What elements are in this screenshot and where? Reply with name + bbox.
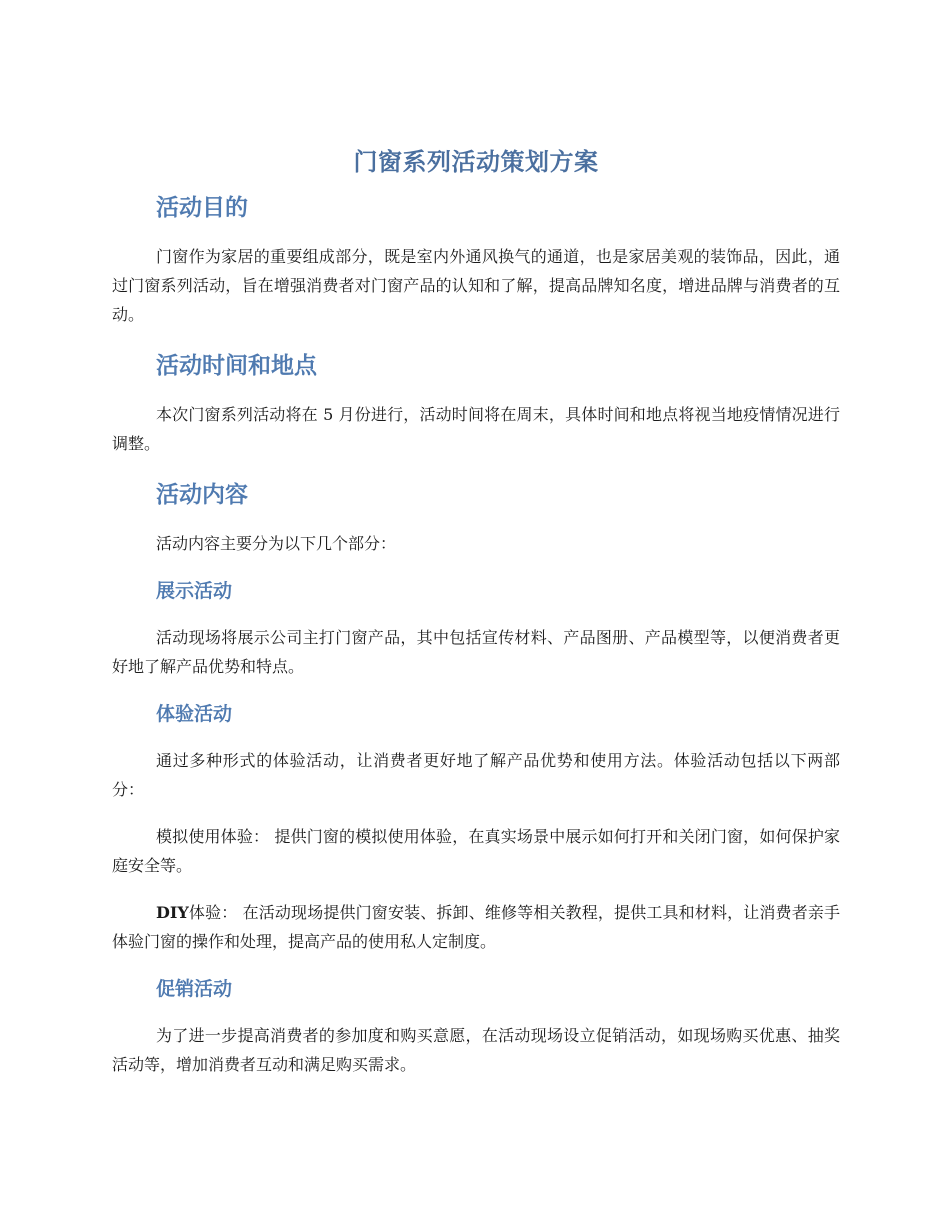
paragraph-content: 活动内容主要分为以下几个部分： <box>156 534 397 553</box>
paragraph-simulated-experience: 模拟使用体验： 提供门窗的模拟使用体验，在真实场景中展示如何打开和关闭门窗，如何保护家庭安全等。 <box>112 827 840 875</box>
diy-text: 体验： 在活动现场提供门窗安装、拆卸、维修等相关教程，提供工具和材料，让消费者亲手体验门窗的操作和处理，提高产品的使用私人定制度。 <box>112 903 840 951</box>
subsection-heading-promotion: 促销活动 <box>156 978 233 1000</box>
diy-label: DIY <box>156 903 189 922</box>
paragraph-diy-experience <box>112 898 840 956</box>
section-heading-time-place: 活动时间和地点 <box>156 353 317 379</box>
paragraph-time-place: 本次门窗系列活动将在 5 月份进行，活动时间将在周末，具体时间和地点将视当地疫情情况进行调整。 <box>112 405 840 453</box>
paragraph-display: 活动现场将展示公司主打门窗产品，其中包括宣传材料、产品图册、产品模型等，以便消费者更好地了解产品优势和特点。 <box>112 628 840 676</box>
paragraph-experience: 通过多种形式的体验活动，让消费者更好地了解产品优势和使用方法。体验活动包括以下两部分： <box>112 751 840 799</box>
paragraph-promotion: 为了进一步提高消费者的参加度和购买意愿，在活动现场设立促销活动，如现场购买优惠、抽奖活动等，增加消费者互动和满足购买需求。 <box>112 1026 840 1074</box>
page-title: 门窗系列活动策划方案 <box>353 148 599 176</box>
section-heading-purpose: 活动目的 <box>156 195 248 221</box>
document-page <box>112 142 840 1097</box>
paragraph-purpose: 门窗作为家居的重要组成部分，既是室内外通风换气的通道，也是家居美观的装饰品，因此，通过门窗系列活动，旨在增强消费者对门窗产品的认知和了解，提高品牌知名度，增进品牌与消费者的互动。 <box>112 247 840 324</box>
subsection-heading-experience: 体验活动 <box>156 703 233 725</box>
section-heading-content: 活动内容 <box>156 482 248 508</box>
subsection-heading-display: 展示活动 <box>156 580 233 602</box>
